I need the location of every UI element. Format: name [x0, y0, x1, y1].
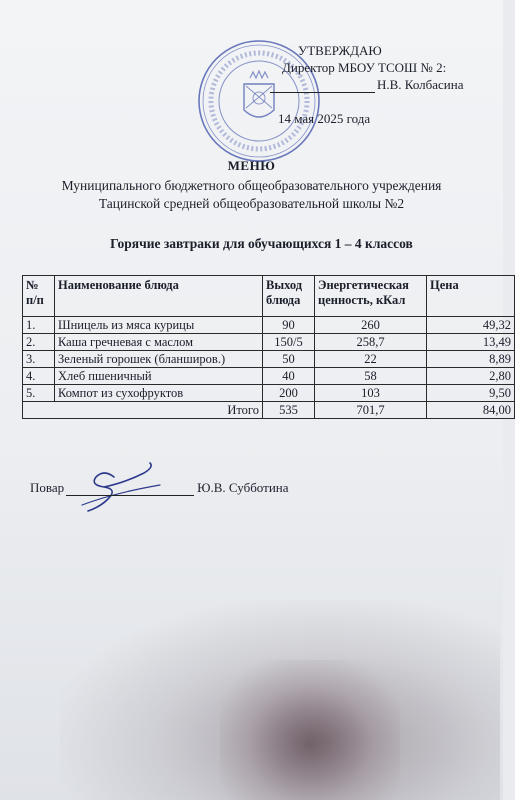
- table-header-row: [23, 276, 515, 317]
- header-name: Наименование блюда: [55, 276, 263, 317]
- table-total-row: [23, 402, 515, 419]
- row-num: 2.: [23, 334, 55, 351]
- table-row: [23, 368, 515, 385]
- header-weight: Выход блюда: [263, 276, 315, 317]
- row-name: Шницель из мяса курицы: [55, 317, 263, 334]
- row-energy: 22: [315, 351, 427, 368]
- row-name: Компот из сухофруктов: [55, 385, 263, 402]
- cook-name: Ю.В. Субботина: [197, 480, 289, 495]
- row-num: 3.: [23, 351, 55, 368]
- row-name: Хлеб пшеничный: [55, 368, 263, 385]
- approval-signature-line: [270, 76, 464, 93]
- header-num: № п/п: [23, 276, 55, 317]
- row-energy: 260: [315, 317, 427, 334]
- approval-position: Директор МБОУ ТСОШ № 2:: [282, 60, 447, 75]
- org-line-1: Муниципального бюджетного общеобразовательного учреждения: [61, 178, 442, 193]
- row-energy: 103: [315, 385, 427, 402]
- row-weight: 150/5: [263, 334, 315, 351]
- row-price: 49,32: [427, 317, 515, 334]
- signature-underline: [66, 495, 194, 496]
- header-price: Цена: [427, 276, 515, 317]
- cook-label: Повар: [30, 480, 65, 495]
- row-weight: 200: [263, 385, 315, 402]
- approval-heading: УТВЕРЖДАЮ: [298, 43, 382, 58]
- row-price: 8,89: [427, 351, 515, 368]
- approval-date: 14 мая 2025 года: [278, 111, 371, 126]
- header-energy: Энергетическая ценность, кКал: [315, 276, 427, 317]
- menu-title: МЕНЮ: [227, 158, 276, 173]
- row-name: Зеленый горошек (бланширов.): [55, 351, 263, 368]
- row-price: 2,80: [427, 368, 515, 385]
- table-row: [23, 351, 515, 368]
- cook-signature-line: [30, 480, 289, 496]
- org-line-2: Тацинской средней общеобразовательной школы №2: [98, 196, 405, 211]
- row-energy: 258,7: [315, 334, 427, 351]
- row-weight: 90: [263, 317, 315, 334]
- menu-subtitle: Горячие завтраки для обучающихся 1 – 4 классов: [110, 236, 413, 251]
- total-weight: 535: [263, 402, 315, 419]
- row-price: 9,50: [427, 385, 515, 402]
- table-row: [23, 317, 515, 334]
- total-price: 84,00: [427, 402, 515, 419]
- table-row: [23, 334, 515, 351]
- photo-shadow-dark: [220, 660, 400, 800]
- row-name: Каша гречневая с маслом: [55, 334, 263, 351]
- row-weight: 50: [263, 351, 315, 368]
- row-num: 5.: [23, 385, 55, 402]
- approval-name: Н.В. Колбасина: [377, 77, 464, 92]
- total-label: Итого: [23, 402, 263, 419]
- row-energy: 58: [315, 368, 427, 385]
- menu-table: [22, 275, 515, 419]
- row-num: 4.: [23, 368, 55, 385]
- row-price: 13,49: [427, 334, 515, 351]
- table-row: [23, 385, 515, 402]
- signature-underline: [270, 92, 375, 93]
- row-num: 1.: [23, 317, 55, 334]
- row-weight: 40: [263, 368, 315, 385]
- total-energy: 701,7: [315, 402, 427, 419]
